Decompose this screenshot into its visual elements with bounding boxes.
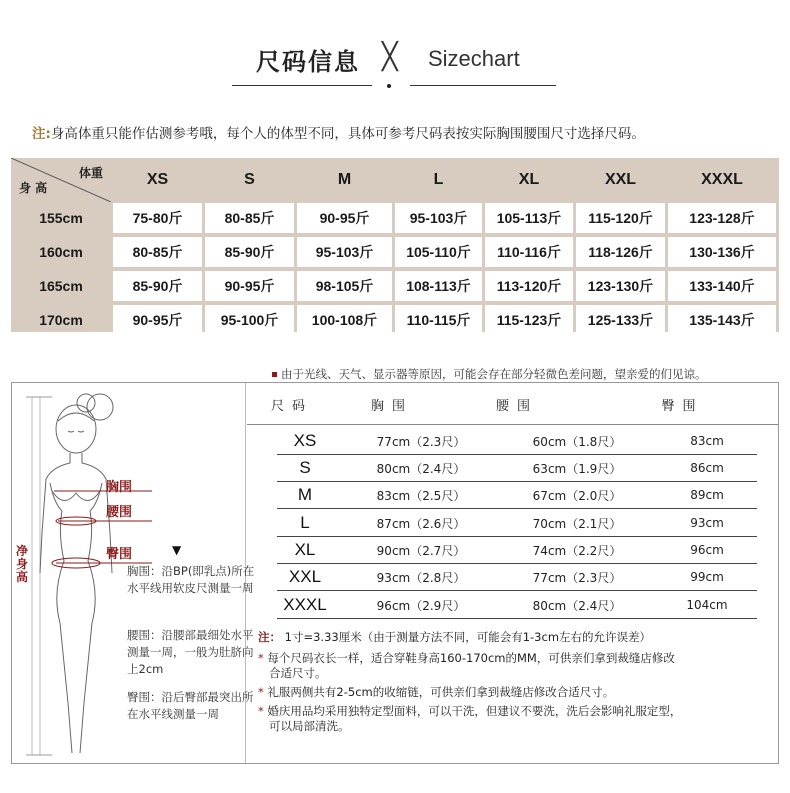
weight-cell: 115-120斤 <box>576 203 665 233</box>
size-cell: S <box>299 458 311 477</box>
weight-cell: 135-143斤 <box>668 305 776 335</box>
weight-cell: 95-103斤 <box>395 203 482 233</box>
hip-cell: 86cm <box>690 461 724 475</box>
weight-cell: 75-80斤 <box>113 203 202 233</box>
size-cell: XXXL <box>283 595 327 614</box>
waist-cell: 80cm（2.4尺） <box>532 598 622 613</box>
waist-cell: 67cm（2.0尺） <box>532 488 622 503</box>
row-divider <box>277 563 757 564</box>
weight-cell: 130-136斤 <box>668 237 776 267</box>
column-header: 胸围 <box>370 398 413 414</box>
weight-cell: 110-116斤 <box>485 237 573 267</box>
weight-cell: 85-90斤 <box>113 271 202 301</box>
weight-cell: 90-95斤 <box>205 271 294 301</box>
bust-cell: 83cm（2.5尺） <box>376 488 466 503</box>
column-header: 臀围 <box>661 398 704 414</box>
label-waist: 腰围 <box>106 505 133 520</box>
color-note <box>272 366 707 382</box>
weight-cell: 105-110斤 <box>395 237 482 267</box>
height-cell: 170cm <box>39 312 83 328</box>
hip-cell: 99cm <box>690 570 724 584</box>
weight-cell: 100-108斤 <box>297 305 392 335</box>
hip-cell: 104cm <box>686 598 728 612</box>
weight-cell: 123-128斤 <box>668 203 776 233</box>
header <box>0 40 790 90</box>
note-label: 注: <box>32 126 51 142</box>
corner-height-label: 身 高 <box>19 181 48 195</box>
arrow-down-icon: ▼ <box>172 543 182 557</box>
hip-cell: 96cm <box>690 543 724 557</box>
bust-cell: 93cm（2.8尺） <box>376 570 466 585</box>
desc-hip: 臀围：沿后臀部最突出所在水平线测量一周 <box>127 690 254 721</box>
hip-cell: 83cm <box>690 434 724 448</box>
note-2a: 每个尺码衣长一样，适合穿鞋身高160-170cm的MM，可供亲们拿到裁缝店修改 <box>267 651 675 665</box>
row-divider <box>277 454 757 455</box>
bust-cell: 87cm（2.6尺） <box>376 516 466 531</box>
height-cell: 155cm <box>39 210 83 226</box>
notes-section <box>258 630 681 734</box>
hip-cell: 93cm <box>690 516 724 530</box>
notes-label: 注： <box>258 630 281 644</box>
note-4b: 可以局部清洗。 <box>268 719 350 733</box>
waist-cell: 63cm（1.9尺） <box>532 461 622 476</box>
size-cell: XL <box>294 540 316 559</box>
table-corner <box>11 158 111 202</box>
waist-cell: 77cm（2.3尺） <box>532 570 622 585</box>
star-icon: * <box>258 704 264 718</box>
note-1: 1寸=3.33厘米（由于测量方法不同，可能会有1-3cm左右的允许误差） <box>284 630 652 644</box>
weight-cell: 108-113斤 <box>395 271 482 301</box>
weight-cell: 90-95斤 <box>297 203 392 233</box>
row-divider <box>277 590 757 591</box>
bust-cell: 90cm（2.7尺） <box>376 543 466 558</box>
row-divider <box>277 508 757 509</box>
weight-cell: 85-90斤 <box>205 237 294 267</box>
weight-cell: 80-85斤 <box>205 203 294 233</box>
weight-cell: 95-100斤 <box>205 305 294 335</box>
weight-cell: 98-105斤 <box>297 271 392 301</box>
title-cn: 尺码信息 <box>256 48 360 76</box>
weight-cell: 95-103斤 <box>297 237 392 267</box>
divider <box>410 85 556 86</box>
row-divider <box>277 536 757 537</box>
bust-cell: 77cm（2.3尺） <box>376 434 466 449</box>
color-note-text: 由于光线、天气、显示器等原因，可能会存在部分轻微色差问题，望亲爱的们见谅。 <box>281 367 707 381</box>
weight-cell: 115-123斤 <box>485 305 573 335</box>
size-header: M <box>337 171 352 188</box>
note-2b: 合适尺寸。 <box>268 666 327 680</box>
star-icon: * <box>258 651 264 665</box>
column-header: 尺码 <box>270 398 313 414</box>
size-cell: M <box>297 485 313 504</box>
height-cell: 160cm <box>39 244 83 260</box>
size-header: XL <box>518 171 540 188</box>
size-header: XXL <box>604 171 637 188</box>
figure-section <box>12 383 255 763</box>
waist-cell: 60cm（1.8尺） <box>532 434 622 449</box>
hip-cell: 89cm <box>690 488 724 502</box>
title-en: Sizechart <box>428 46 520 71</box>
corner-weight-label: 体重 <box>78 166 103 180</box>
desc-bust: 胸围：沿BP(即乳点)所在水平线用软皮尺测量一周 <box>127 564 255 595</box>
note-3: 礼服两侧共有2-5cm的收缩链，可供亲们拿到裁缝店修改合适尺寸。 <box>267 685 615 699</box>
weight-cell: 125-133斤 <box>576 305 665 335</box>
weight-cell: 113-120斤 <box>485 271 573 301</box>
top-note <box>32 122 645 142</box>
weight-cell: 123-130斤 <box>576 271 665 301</box>
desc-waist: 腰围：沿腰部最细处水平测量一周，一般为肚脐向上2cm <box>127 628 254 676</box>
size-cell: XS <box>293 431 317 450</box>
waist-cell: 70cm（2.1尺） <box>532 516 622 531</box>
column-header: 腰围 <box>495 398 538 414</box>
weight-cell: 80-85斤 <box>113 237 202 267</box>
weight-cell: 118-126斤 <box>576 237 665 267</box>
note-text: 身高体重只能作估测参考哦，每个人的体型不同，具体可参考尺码表按实际胸围腰围尺寸选择尺码。 <box>50 126 645 142</box>
size-header: S <box>244 171 255 188</box>
measurement-table <box>247 383 778 615</box>
row-divider <box>277 481 757 482</box>
table-header-row <box>247 383 778 425</box>
waist-cell: 74cm（2.2尺） <box>532 543 622 558</box>
note-4a: 婚庆用品均采用独特定型面料，可以干洗，但建议不要洗，洗后会影响礼服定型， <box>267 704 682 718</box>
weight-cell: 110-115斤 <box>395 305 482 335</box>
weight-height-table <box>11 158 779 332</box>
weight-cell: 133-140斤 <box>668 271 776 301</box>
size-header: XS <box>146 171 169 188</box>
dot-icon <box>387 84 391 88</box>
height-cell: 165cm <box>39 278 83 294</box>
bust-cell: 96cm（2.9尺） <box>376 598 466 613</box>
label-hip: 臀围 <box>106 547 133 562</box>
size-cell: XXL <box>288 567 322 586</box>
weight-cell: 90-95斤 <box>113 305 202 335</box>
separator-icon: ╳ <box>382 42 398 72</box>
size-header: L <box>433 171 444 188</box>
size-cell: L <box>300 513 310 532</box>
bullet-icon <box>272 372 277 377</box>
weight-cell: 105-113斤 <box>485 203 573 233</box>
divider <box>232 85 372 86</box>
star-icon: * <box>258 685 264 699</box>
bust-cell: 80cm（2.4尺） <box>376 461 466 476</box>
label-bust: 胸围 <box>106 480 133 495</box>
size-header: XXXL <box>701 171 743 188</box>
row-divider <box>277 618 757 619</box>
label-height: 净身高 <box>16 544 29 584</box>
